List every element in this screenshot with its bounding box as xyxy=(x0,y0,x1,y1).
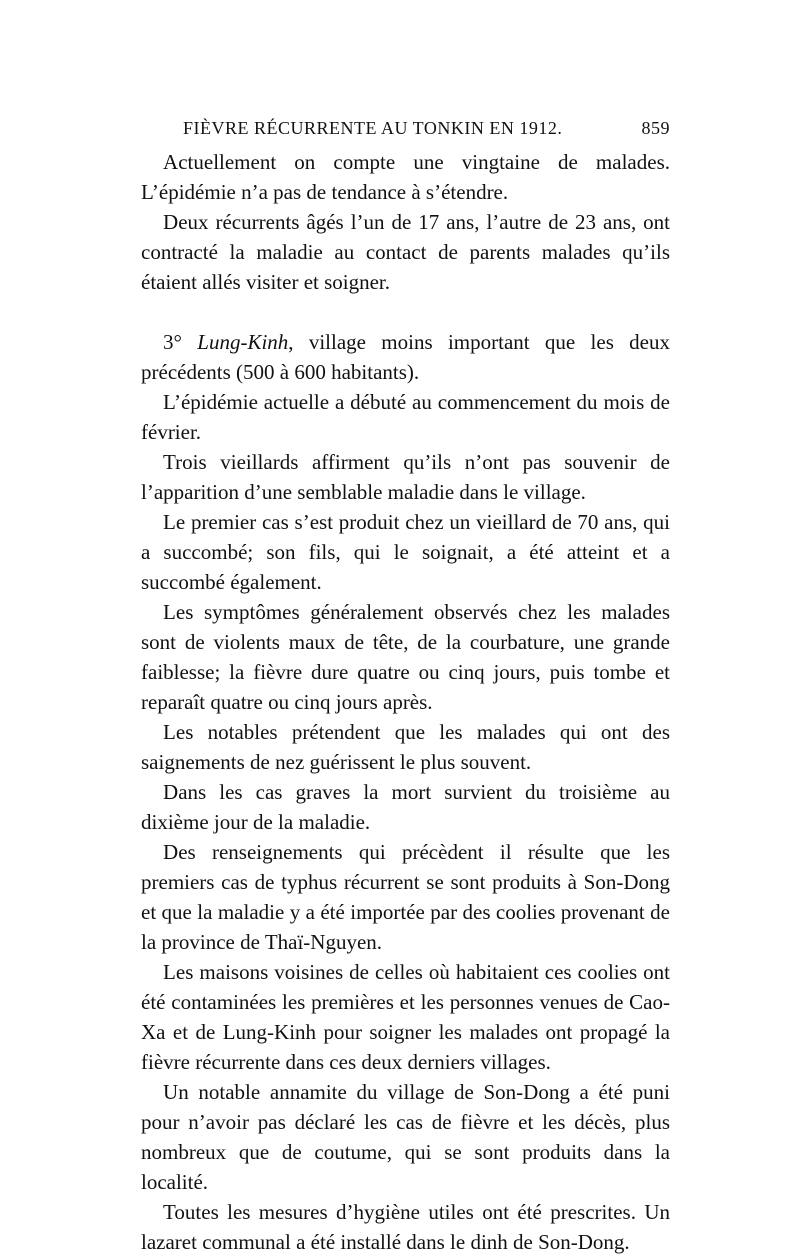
running-header xyxy=(141,118,670,139)
body-text xyxy=(141,147,670,1257)
paragraph: Le premier cas s’est produit chez un vieillard de 70 ans, qui a succombé; son fils, qui le soignait, a été atteint et a succombé également. xyxy=(141,510,670,594)
paragraph: Les notables prétendent que les malades qui ont des saignements de nez guérissent le plus souvent. xyxy=(141,720,670,774)
page-number: 859 xyxy=(641,118,670,138)
section-heading xyxy=(141,327,670,387)
section-text: , village moins important que les deux précédents (500 à 600 habitants). xyxy=(141,330,671,384)
paragraph: Des renseignements qui précèdent il résulte que les premiers cas de typhus récurrent se sont produits à Son-Dong et que la maladie y a été importée par des coolies provenant de la province de Thaï-Nguyen. xyxy=(141,840,670,954)
running-title: FIÈVRE RÉCURRENTE AU TONKIN EN 1912. xyxy=(183,118,563,138)
paragraph: Deux récurrents âgés l’un de 17 ans, l’autre de 23 ans, ont contracté la maladie au contact de parents malades qu’ils étaient allés visiter et soigner. xyxy=(141,210,670,294)
paragraph: Les symptômes généralement observés chez les malades sont de violents maux de tête, de la courbature, une grande faiblesse; la fièvre dure quatre ou cinq jours, puis tombe et reparaît quatre ou cinq jours après. xyxy=(141,600,670,714)
paragraph: L’épidémie actuelle a débuté au commencement du mois de février. xyxy=(141,390,670,444)
paragraph: Les maisons voisines de celles où habitaient ces coolies ont été contaminées les premières et les personnes venues de Cao-Xa et de Lung-Kinh pour soigner les malades ont propagé la fièvre récurrente dans ces deux derniers villages. xyxy=(141,960,670,1074)
paragraph: Actuellement on compte une vingtaine de malades. L’épidémie n’a pas de tendance à s’étendre. xyxy=(141,150,670,204)
paragraph: Dans les cas graves la mort survient du troisième au dixième jour de la maladie. xyxy=(141,780,670,834)
section-gap xyxy=(141,297,670,327)
paragraph: Trois vieillards affirment qu’ils n’ont pas souvenir de l’apparition d’une semblable maladie dans le village. xyxy=(141,450,670,504)
paragraph: Un notable annamite du village de Son-Dong a été puni pour n’avoir pas déclaré les cas de fièvre et les décès, plus nombreux que de coutume, qui se sont produits dans la localité. xyxy=(141,1080,670,1194)
paragraph: Toutes les mesures d’hygiène utiles ont été prescrites. Un lazaret communal a été installé dans le dinh de Son-Dong. xyxy=(141,1200,670,1254)
section-number: 3° xyxy=(163,330,182,354)
section-place: Lung-Kinh xyxy=(197,330,289,354)
